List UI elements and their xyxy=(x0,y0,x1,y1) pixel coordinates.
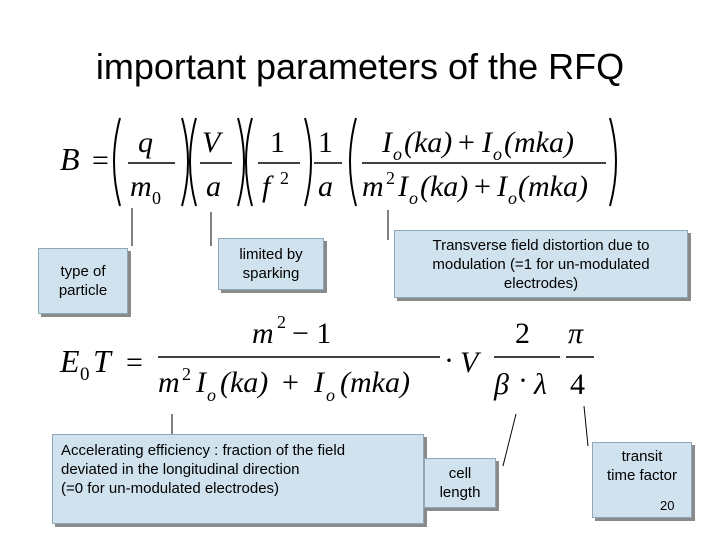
eq1-den-plus: + xyxy=(474,170,491,203)
eq2-beta: β xyxy=(494,368,509,401)
callout-transverse-line2: modulation (=1 for un-modulated xyxy=(432,255,650,273)
eq1-one-b: 1 xyxy=(318,126,333,159)
eq2-den-plus: + xyxy=(282,366,299,399)
eq2-den-i1: I xyxy=(196,366,206,399)
eq2-dot-b: · xyxy=(518,364,528,397)
eq2-equals: = xyxy=(126,346,143,379)
eq2-den-m-sup: 2 xyxy=(182,364,191,384)
callout-accelerating-line3: (=0 for un-modulated electrodes) xyxy=(61,480,280,497)
callout-particle-line2: particle xyxy=(58,282,108,299)
callout-particle-line1: type of xyxy=(60,263,106,280)
callout-sparking-line1: limited by xyxy=(239,246,303,263)
eq1-den-i2: I xyxy=(497,170,507,203)
eq2-v: V xyxy=(460,346,479,379)
eq2-two: 2 xyxy=(515,317,530,350)
eq1-q: q xyxy=(138,126,153,159)
eq2-den-i1-sub: o xyxy=(207,385,216,405)
callout-transit-line1: transit xyxy=(621,448,663,465)
eq2-den-ka: (ka) xyxy=(220,366,269,399)
eq1-num-i2-sub: o xyxy=(493,144,502,164)
eq1-num-i1-sub: o xyxy=(393,144,402,164)
eq1-m0: m xyxy=(130,170,152,203)
callout-sparking-line2: sparking xyxy=(242,265,300,282)
eq2-t: T xyxy=(93,343,111,379)
eq2-pi: π xyxy=(568,317,584,350)
callout-accelerating-line2: deviated in the longitudinal direction xyxy=(61,461,300,478)
callout-cell-length xyxy=(424,458,496,508)
eq1-a-b: a xyxy=(318,170,333,203)
eq2-e: E xyxy=(60,343,80,379)
slide-title: important parameters of the RFQ xyxy=(95,46,625,87)
eq1-num-i1: I xyxy=(382,126,392,159)
eq1-equals: = xyxy=(92,144,109,177)
eq2-num-rest: − 1 xyxy=(292,317,332,350)
callout-accelerating xyxy=(52,434,424,524)
eq1-den-m: m xyxy=(362,170,384,203)
eq1-num-ka: (ka) xyxy=(404,126,453,159)
callout-transverse-line3: electrodes) xyxy=(503,274,579,292)
eq1-f: f xyxy=(262,170,271,203)
callout-transverse xyxy=(394,230,688,298)
callout-particle xyxy=(38,248,128,314)
eq1-num-plus: + xyxy=(458,126,475,159)
eq2-e-sub: 0 xyxy=(80,364,90,385)
eq1-f-sup: 2 xyxy=(280,168,289,188)
eq1-one: 1 xyxy=(270,126,285,159)
callout-transit-line2: time factor xyxy=(606,467,678,484)
eq2-num-sup: 2 xyxy=(277,312,286,332)
callout-sparking xyxy=(218,238,324,290)
eq1-den-ka: (ka) xyxy=(420,170,469,203)
callout-cell-line2: length xyxy=(439,484,481,501)
eq1-v: V xyxy=(202,126,221,159)
eq2-four: 4 xyxy=(570,368,585,401)
eq1-den-i1-sub: o xyxy=(409,188,418,208)
callout-accelerating-line1: Accelerating efficiency : fraction of the field xyxy=(61,442,346,459)
eq1-num-i2: I xyxy=(482,126,492,159)
eq1-den-i1: I xyxy=(398,170,408,203)
eq1-m0-sub: 0 xyxy=(152,188,161,208)
callout-cell-line1: cell xyxy=(448,465,472,482)
callout-transverse-line1: Transverse field distortion due to xyxy=(432,236,650,254)
eq1-den-mka: (mka) xyxy=(518,170,588,203)
page-number: 20 xyxy=(660,498,675,513)
eq2-den-i2-sub: o xyxy=(326,385,335,405)
eq2-dot: · xyxy=(444,344,454,377)
eq1-den-m-sup: 2 xyxy=(386,168,395,188)
eq2-num-m: m xyxy=(252,317,274,350)
eq2-den-mka: (mka) xyxy=(340,366,410,399)
eq2-den-i2: I xyxy=(314,366,324,399)
eq1-a: a xyxy=(206,170,221,203)
eq1-lhs: B xyxy=(60,141,80,177)
eq2-den-m: m xyxy=(158,366,180,399)
eq1-den-i2-sub: o xyxy=(508,188,517,208)
eq1-num-mka: (mka) xyxy=(504,126,574,159)
eq2-lambda: λ xyxy=(534,368,547,401)
callout-transit xyxy=(592,442,692,518)
